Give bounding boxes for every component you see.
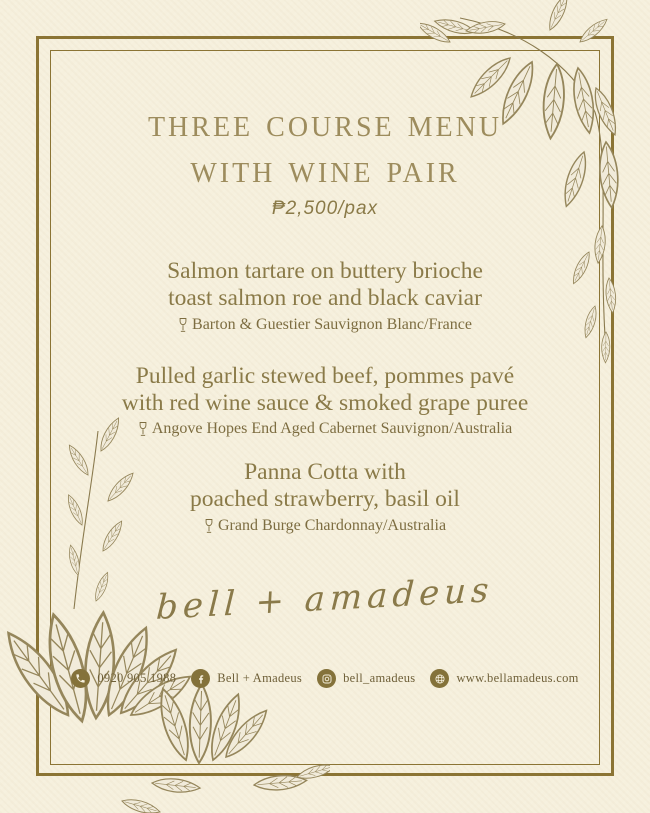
facebook-icon [191, 669, 210, 688]
wine-glass-icon [204, 518, 214, 534]
instagram-handle: bell_amadeus [343, 671, 416, 685]
facebook-name: Bell + Amadeus [217, 671, 303, 685]
contact-instagram [317, 669, 415, 688]
title-line-1: three course menu [147, 100, 503, 145]
course-3-wine-label: Grand Burge Chardonnay/Australia [217, 516, 447, 534]
course-2-dish-line-1: Pulled garlic stewed beef, pommes pavé [135, 362, 515, 389]
phone-icon [71, 669, 90, 688]
course-2-wine-label: Angove Hopes End Aged Cabernet Sauvignon/Australia [151, 420, 513, 438]
course-3-dish-line-1: Panna Cotta with [244, 459, 406, 486]
instagram-icon [317, 669, 336, 688]
course-1-dish-line-2: toast salmon roe and black caviar [168, 284, 482, 311]
course-1-dish-line-1: Salmon tartare on buttery brioche [167, 258, 483, 285]
price-per-pax: ₱2,500/pax [271, 198, 379, 220]
phone-number: 0920 905 1988 [97, 671, 177, 685]
course-3-dish-line-2: poached strawberry, basil oil [190, 486, 460, 513]
website-url: www.bellamadeus.com [456, 671, 579, 685]
course-2-wine-pairing [0, 420, 650, 438]
contact-facebook [191, 669, 302, 688]
wine-glass-icon [178, 317, 188, 333]
wine-glass-icon [138, 421, 148, 437]
course-1-wine-pairing [0, 316, 650, 334]
title-line-2: with wine pair [190, 145, 460, 191]
course-3 [0, 459, 650, 535]
contact-website [430, 669, 578, 688]
contact-bar [0, 669, 650, 688]
course-3-wine-pairing [0, 517, 650, 535]
brand-signature: bell + amadeus [155, 569, 495, 628]
course-1 [0, 258, 650, 334]
course-1-wine-label: Barton & Guestier Sauvignon Blanc/France [192, 315, 472, 333]
course-2-dish-line-2: with red wine sauce & smoked grape puree [121, 389, 529, 416]
course-2 [0, 363, 650, 439]
page-title [0, 100, 650, 191]
globe-icon [430, 669, 449, 688]
contact-phone [71, 669, 176, 688]
